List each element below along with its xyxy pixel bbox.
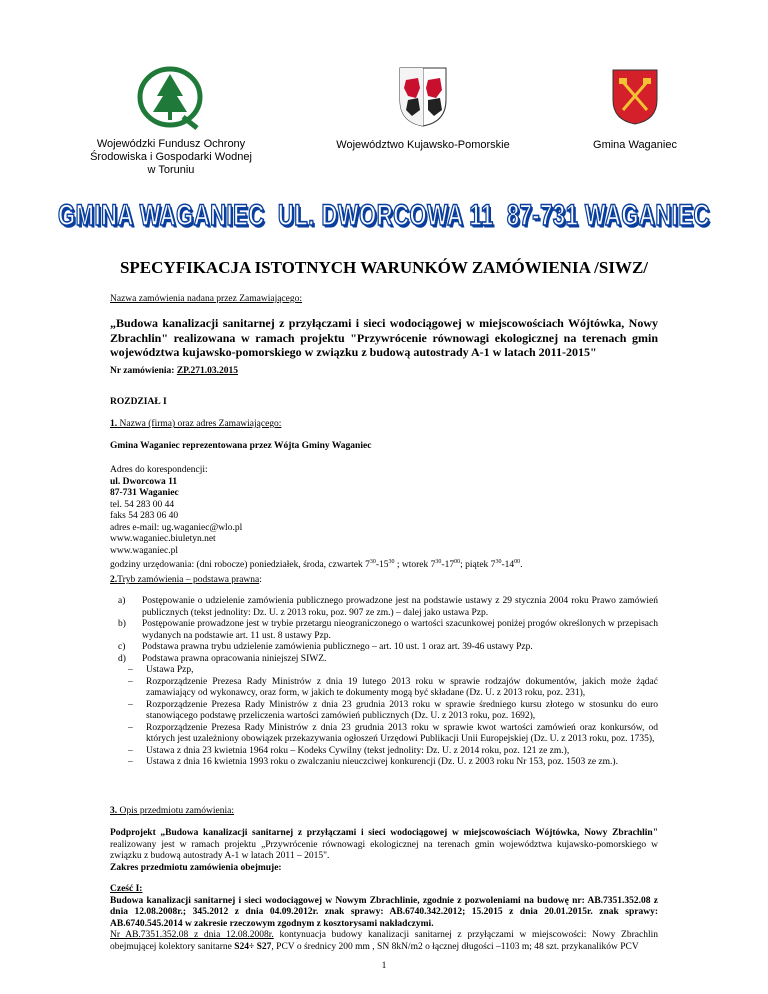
- list-item: d) Podstawa prawna opracowania niniejszej SIWZ.: [118, 653, 327, 664]
- wfosigw-caption: Wojewódzki Fundusz Ochrony Środowiska i Gospodarki Wodnej w Toruniu: [90, 138, 252, 176]
- address-banner: GMINA WAGANIEC UL. DWORCOWA 11 87-731 WAGANIEC: [58, 198, 710, 232]
- dash-item: – Rozporządzenie Prezesa Rady Ministrów z dnia 19 lutego 2013 roku w sprawie rodzajów dokumentów, jakich może żądać zamawiający od wykonawcy, oraz form, w jakich te dokumenty mogą być składane (Dz. U. z 2013 roku, poz. 231),: [128, 676, 658, 698]
- telephone: tel. 54 283 00 44: [110, 499, 175, 510]
- gmina-caption: Gmina Waganiec: [593, 139, 677, 151]
- dash-item: – Rozporządzenie Prezesa Rady Ministrów z dnia 23 grudnia 2013 roku w sprawie średniego kursu złotego w stosunku do euro stanowiącego podstawę przeliczenia wartości zamówień publicznych (Dz. U. z 2013 roku, poz. 1692),: [128, 699, 658, 721]
- section-2-heading: 2.Tryb zamówienia – podstawa prawna:: [110, 575, 262, 585]
- section-1-heading: 1. Nazwa (firma) oraz adres Zamawiającego:: [110, 419, 282, 429]
- wfosigw-logo: [135, 62, 205, 132]
- section-3-heading: 3. Opis przedmiotu zamówienia:: [110, 806, 234, 816]
- document-title: SPECYFIKACJA ISTOTNYCH WARUNKÓW ZAMÓWIENIA /SIWZ/: [119, 258, 649, 277]
- list-item: a) Postępowanie o udzielenie zamówienia publicznego prowadzone jest na podstawie ustawy z 29 stycznia 2004 roku Prawo zamówień publicznych (tekst jednolity: Dz. U. z 2013 roku, poz. 907 ze zm.) – dalej jako ustawa Pzp.: [118, 596, 658, 618]
- email[interactable]: adres e-mail: ug.waganiec@wlo.pl: [110, 522, 243, 533]
- wojewodztwo-caption: Województwo Kujawsko-Pomorskie: [336, 139, 510, 151]
- website-bip[interactable]: www.waganiec.biuletyn.net: [110, 534, 216, 544]
- list-item: b) Postępowanie prowadzone jest w trybie przetargu nieograniczonego o wartości szacunkowej poniżej progów określonych w przepisach wydanych na podstawie art. 11 ust. 8 ustawy Pzp.: [118, 619, 658, 641]
- part-1-continuation: Nr AB.7351.352.08 z dnia 12.08.2008r. kontynuacja budowy kanalizacji sanitarnej z przyłączami w miejscowości: Nowy Zbrachlin obejmującej kolektory sanitarne S24÷ S27, PCV o średnicy 200 mm , SN 8kN/m2 o łącznej długości –1103 m; 48 szt. przykanalików PCV: [110, 930, 658, 952]
- dash-item: – Ustawa Pzp,: [128, 665, 194, 675]
- order-number: Nr zamówienia: ZP.271.03.2015: [110, 366, 238, 376]
- gmina-coat-of-arms: [611, 68, 659, 126]
- wojewodztwo-coat-of-arms: [398, 66, 448, 128]
- legal-basis-list: [118, 596, 658, 769]
- part-1: [110, 884, 658, 953]
- street: ul. Dworcowa 11: [110, 476, 178, 487]
- dash-item: – Rozporządzenie Prezesa Rady Ministrów z dnia 23 grudnia 2013 roku w sprawie kwot wartości zamówień oraz konkursów, od których jest uzależniony obowiązek przekazywania ogłoszeń Urzędowi Publikacji Unii Europejskiej (Dz. U. z 2013 roku, poz. 1735),: [128, 722, 658, 744]
- address-label: Adres do korespondencji:: [110, 465, 208, 475]
- city: 87-731 Waganiec: [110, 488, 179, 498]
- scope-heading: Zakres przedmiotu zamówienia obejmuje:: [110, 862, 282, 873]
- fax: faks 54 283 06 40: [110, 511, 179, 521]
- website[interactable]: www.waganiec.pl: [110, 545, 178, 556]
- page-number: 1: [381, 961, 387, 971]
- part-1-label: Cześć I:: [110, 884, 143, 894]
- dash-item: – Ustawa z dnia 16 kwietnia 1993 roku o zwalczaniu nieuczciwej konkurencji (Dz. U. z 2003 roku Nr 153, poz. 1503 ze zm.).: [128, 757, 618, 767]
- chapter-heading: ROZDZIAŁ I: [110, 397, 167, 407]
- contact-block: [110, 465, 670, 572]
- order-name: „Budowa kanalizacji sanitarnej z przyłączami i sieci wodociągowej w miejscowościach Wójtówka, Nowy Zbrachlin" realizowana w ramach projektu "Przywrócenie równowagi ekologicznej na terenach gmin województwa kujawsko-pomorskiego w związku z budową autostrady A-1 w latach 2011-2015": [110, 316, 658, 359]
- dash-item: – Ustawa z dnia 23 kwietnia 1964 roku – Kodeks Cywilny (tekst jednolity: Dz. U. z 2014 roku, poz. 121 ze zm.),: [128, 745, 570, 756]
- list-item: c) Podstawa prawna trybu udzielenie zamówienia publicznego – art. 10 ust. 1 oraz art. 39-46 ustawy Pzp.: [118, 642, 533, 652]
- represented-by: Gmina Waganiec reprezentowana przez Wójta Gminy Waganiec: [110, 441, 372, 451]
- subproject-description: Podprojekt „Budowa kanalizacji sanitarnej z przyłączami i sieci wodociągowej w miejscowościach Wójtówka, Nowy Zbrachlin" realizowany jest w ramach projektu „Przywrócenie równowagi ekologicznej na terenach gmin województwa kujawsko-pomorskiego w związku z budową autostrady A-1 w latach 2011 – 2015". Zakres przedmiotu zamówienia obejmuje:: [110, 828, 658, 873]
- part-1-text: Budowa kanalizacji sanitarnej i sieci wodociągowej w Nowym Zbrachlinie, zgodnie z pozwoleniami na budowę nr: AB.7351.352.08 z dnia 12.08.2008r.; 345.2012 z dnia 04.09.2012r. znak sprawy: AB.6740.342.2012; 15.2015 z dnia 20.01.2015r. znak sprawy: AB.6740.545.2014 w zakresie rzeczowym zgodnym z kosztorysami nakładczymi.: [110, 895, 658, 929]
- order-name-label: Nazwa zamówienia nadana przez Zamawiającego:: [110, 294, 302, 304]
- office-hours: godziny urzędowania: (dni robocze) poniedziałek, środa, czwartek $7^{30}-15^{30}$ ; wtorek $7^{30}-17^{00}$; piątek $7^{30}-14^{00}$.: [110, 559, 523, 571]
